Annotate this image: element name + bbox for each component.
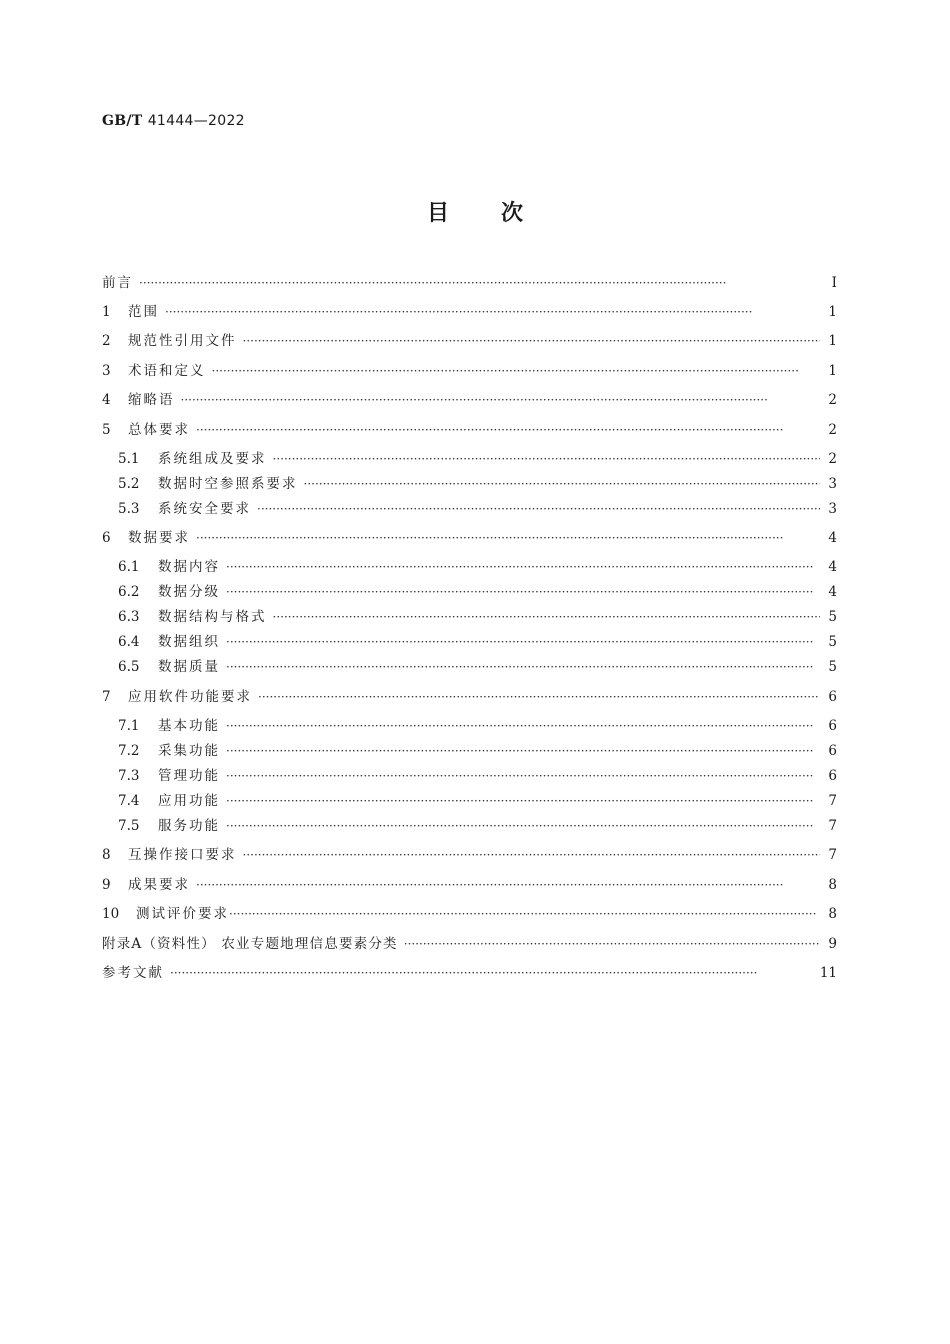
toc-entry-label: 应用软件功能要求 bbox=[128, 689, 252, 705]
toc-entry-label: 管理功能 bbox=[158, 768, 220, 784]
toc-entry-number: 5.2 bbox=[118, 476, 140, 492]
toc-entry-number: 7.1 bbox=[118, 718, 140, 734]
toc-entry-number: 6.4 bbox=[118, 634, 140, 650]
toc-entry-label: 规范性引用文件 bbox=[128, 333, 237, 349]
toc-leader-dots bbox=[258, 687, 820, 707]
toc-entry-number: 6.3 bbox=[118, 609, 140, 625]
toc-entry-page: 4 bbox=[828, 584, 837, 600]
toc-entry-page: 1 bbox=[828, 304, 837, 320]
toc-entry-label: 附录A（资料性） 农业专题地理信息要素分类 bbox=[102, 936, 398, 952]
toc-entry-number: 7.3 bbox=[118, 768, 140, 784]
toc-leader-dots bbox=[273, 607, 821, 627]
toc-leader-dots bbox=[196, 875, 820, 895]
toc-entry-page: 7 bbox=[828, 793, 837, 809]
toc-entry-label: 成果要求 bbox=[128, 877, 190, 893]
toc-entry-9[interactable] bbox=[102, 875, 837, 895]
toc-leader-dots bbox=[226, 657, 820, 677]
toc-entry-5-3[interactable] bbox=[118, 499, 837, 519]
toc-entry-7-4[interactable] bbox=[118, 791, 837, 811]
toc-leader-dots bbox=[196, 420, 820, 440]
toc-entry-number: 6 bbox=[102, 530, 111, 546]
toc-entry-page: 6 bbox=[828, 768, 837, 784]
toc-entry-page: 2 bbox=[828, 392, 837, 408]
toc-entry-page: 1 bbox=[828, 333, 837, 349]
toc-entry-label: 数据结构与格式 bbox=[158, 609, 267, 625]
toc-entry-number: 7.2 bbox=[118, 743, 140, 759]
standard-code-prefix: GB/T bbox=[102, 113, 143, 129]
toc-leader-dots bbox=[257, 499, 820, 519]
toc-entry-label: 范围 bbox=[128, 304, 159, 320]
toc-leader-dots bbox=[226, 791, 820, 811]
toc-entry-number: 3 bbox=[102, 363, 111, 379]
toc-leader-dots bbox=[139, 273, 821, 293]
toc-entry-label: 数据内容 bbox=[158, 559, 220, 575]
toc-entry-page: 4 bbox=[828, 530, 837, 546]
toc-entry-7[interactable] bbox=[102, 687, 837, 707]
toc-entry-2[interactable] bbox=[102, 331, 837, 351]
toc-entry-number: 10 bbox=[102, 906, 120, 922]
toc-leader-dots bbox=[226, 716, 820, 736]
toc-leader-dots bbox=[226, 557, 820, 577]
toc-entry-6-5[interactable] bbox=[118, 657, 837, 677]
toc-entry-number: 7.5 bbox=[118, 818, 140, 834]
toc-leader-dots bbox=[226, 632, 820, 652]
standard-code bbox=[102, 113, 245, 129]
toc-entry-label: 数据时空参照系要求 bbox=[158, 476, 298, 492]
toc-entry-label: 数据分级 bbox=[158, 584, 220, 600]
toc-entry-label: 系统组成及要求 bbox=[158, 451, 267, 467]
toc-entry-number: 7.4 bbox=[118, 793, 140, 809]
toc-entry-page: 5 bbox=[828, 609, 837, 625]
toc-entry-page: 9 bbox=[828, 936, 837, 952]
toc-entry-6-1[interactable] bbox=[118, 557, 837, 577]
toc-entry-4[interactable] bbox=[102, 390, 837, 410]
toc-entry-7-3[interactable] bbox=[118, 766, 837, 786]
toc-entry-6-4[interactable] bbox=[118, 632, 837, 652]
toc-entry-label: 互操作接口要求 bbox=[128, 847, 237, 863]
toc-entry-label: 基本功能 bbox=[158, 718, 220, 734]
toc-entry-number: 5 bbox=[102, 422, 111, 438]
toc-entry-label: 术语和定义 bbox=[128, 363, 206, 379]
toc-entry-page: 2 bbox=[828, 422, 837, 438]
toc-entry-page: 8 bbox=[828, 906, 837, 922]
toc-entry-label: 数据组织 bbox=[158, 634, 220, 650]
toc-entry-7-5[interactable] bbox=[118, 816, 837, 836]
toc-leader-dots bbox=[226, 582, 820, 602]
toc-leader-dots bbox=[243, 331, 821, 351]
toc-entry-10[interactable] bbox=[102, 904, 837, 924]
toc-leader-dots bbox=[181, 390, 821, 410]
toc-entry-5[interactable] bbox=[102, 420, 837, 440]
toc-entry-label: 应用功能 bbox=[158, 793, 220, 809]
toc-leader-dots bbox=[273, 449, 821, 469]
toc-leader-dots bbox=[229, 904, 820, 924]
toc-entry-number: 9 bbox=[102, 877, 111, 893]
toc-leader-dots bbox=[243, 845, 821, 865]
toc-entry-label: 参考文献 bbox=[102, 965, 164, 981]
toc-entry-label: 总体要求 bbox=[128, 422, 190, 438]
toc-leader-dots bbox=[170, 963, 812, 983]
toc-entry-page: Ⅰ bbox=[831, 275, 837, 291]
toc-entry-number: 6.1 bbox=[118, 559, 140, 575]
toc-entry-label: 缩略语 bbox=[128, 392, 175, 408]
toc-entry-7-2[interactable] bbox=[118, 741, 837, 761]
page-title-char-1: 目 bbox=[426, 201, 449, 226]
toc-entry-page: 8 bbox=[828, 877, 837, 893]
page-title-char-2: 次 bbox=[501, 201, 524, 226]
toc-entry-6[interactable] bbox=[102, 528, 837, 548]
toc-entry-number: 7 bbox=[102, 689, 111, 705]
toc-leader-dots bbox=[196, 528, 820, 548]
toc-entry-8[interactable] bbox=[102, 845, 837, 865]
toc-leader-dots bbox=[226, 766, 820, 786]
toc-entry-label: 数据要求 bbox=[128, 530, 190, 546]
toc-entry-bibliography[interactable] bbox=[102, 963, 837, 983]
toc-entry-page: 5 bbox=[828, 634, 837, 650]
toc-entry-page: 4 bbox=[828, 559, 837, 575]
toc-leader-dots bbox=[226, 741, 820, 761]
toc-entry-page: 3 bbox=[828, 476, 837, 492]
toc-entry-page: 7 bbox=[828, 818, 837, 834]
toc-leader-dots bbox=[212, 361, 821, 381]
toc-entry-number: 1 bbox=[102, 304, 111, 320]
toc-entry-label: 服务功能 bbox=[158, 818, 220, 834]
toc-entry-5-2[interactable] bbox=[118, 474, 837, 494]
standard-code-number: 41444—2022 bbox=[147, 113, 245, 129]
toc-entry-page: 11 bbox=[819, 965, 837, 981]
toc-entry-number: 2 bbox=[102, 333, 111, 349]
toc-entry-number: 5.1 bbox=[118, 451, 140, 467]
toc-entry-6-2[interactable] bbox=[118, 582, 837, 602]
toc-leader-dots bbox=[304, 474, 821, 494]
toc-entry-page: 7 bbox=[828, 847, 837, 863]
toc-leader-dots bbox=[404, 934, 821, 954]
toc-entry-1[interactable] bbox=[102, 302, 837, 322]
toc-entry-page: 2 bbox=[828, 451, 837, 467]
toc-entry-6-3[interactable] bbox=[118, 607, 837, 627]
toc-entry-foreword[interactable] bbox=[102, 273, 837, 293]
toc-entry-label: 采集功能 bbox=[158, 743, 220, 759]
toc-entry-page: 6 bbox=[828, 689, 837, 705]
toc-entry-page: 6 bbox=[828, 743, 837, 759]
toc-entry-3[interactable] bbox=[102, 361, 837, 381]
toc-entry-number: 6.5 bbox=[118, 659, 140, 675]
toc-leader-dots bbox=[165, 302, 820, 322]
toc-entry-number: 6.2 bbox=[118, 584, 140, 600]
toc-entry-number: 4 bbox=[102, 392, 111, 408]
toc-entry-page: 5 bbox=[828, 659, 837, 675]
toc-entry-annex-a[interactable] bbox=[102, 934, 837, 954]
toc-entry-page: 3 bbox=[828, 501, 837, 517]
toc-entry-label: 前言 bbox=[102, 275, 133, 291]
toc-entry-5-1[interactable] bbox=[118, 449, 837, 469]
toc-entry-label: 数据质量 bbox=[158, 659, 220, 675]
page-title bbox=[0, 196, 950, 227]
toc-entry-7-1[interactable] bbox=[118, 716, 837, 736]
toc-entry-number: 5.3 bbox=[118, 501, 140, 517]
toc-entry-number: 8 bbox=[102, 847, 111, 863]
toc-entry-label: 测试评价要求 bbox=[136, 906, 229, 922]
toc-leader-dots bbox=[226, 816, 820, 836]
toc-entry-page: 6 bbox=[828, 718, 837, 734]
toc-entry-page: 1 bbox=[828, 363, 837, 379]
toc-entry-label: 系统安全要求 bbox=[158, 501, 251, 517]
